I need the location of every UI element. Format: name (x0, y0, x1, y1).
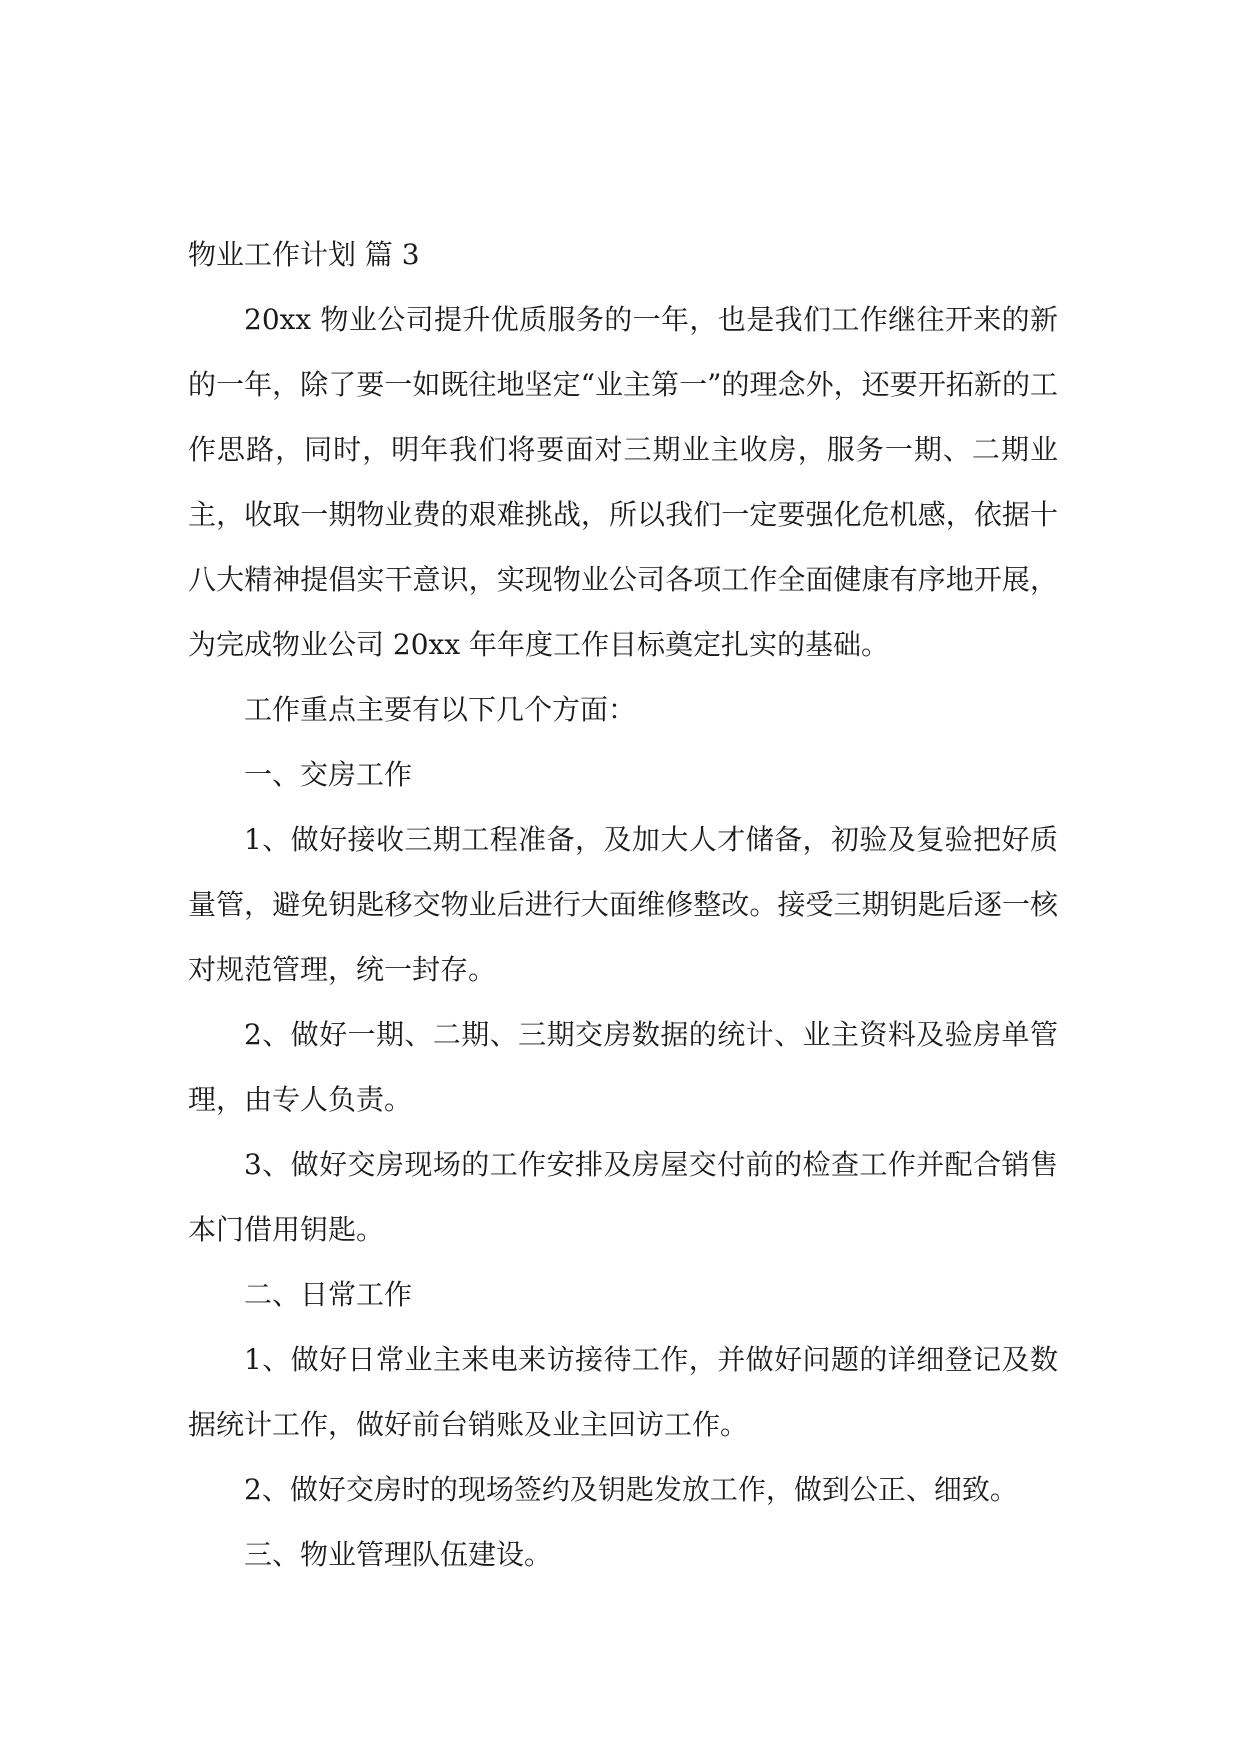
section-heading-handover: 一、交房工作 (244, 758, 413, 791)
handover-item-2: 2、做好一期、二期、三期交房数据的统计、业主资料及验房单管理，由专人负责。 (188, 1018, 1058, 1116)
document-title: 物业工作计划 篇 3 (188, 238, 420, 271)
handover-item-3: 3、做好交房现场的工作安排及房屋交付前的检查工作并配合销售本门借用钥匙。 (188, 1148, 1058, 1246)
document-body (188, 222, 1058, 1587)
section-heading-daily-work: 二、日常工作 (244, 1278, 413, 1311)
intro-paragraph: 20xx 物业公司提升优质服务的一年，也是我们工作继往开来的新的一年，除了要一如既往地坚定“业主第一”的理念外，还要开拓新的工作思路，同时，明年我们将要面对三期业主收房，服务一期、二期业主，收取一期物业费的艰难挑战，所以我们一定要强化危机感，依据十八大精神提倡实干意识，实现物业公司各项工作全面健康有序地开展，为完成物业公司 20xx 年年度工作目标奠定扎实的基础。 (188, 303, 1058, 661)
daily-work-item-1: 1、做好日常业主来电来访接待工作，并做好问题的详细登记及数据统计工作，做好前台销账及业主回访工作。 (188, 1343, 1058, 1441)
daily-work-item-2: 2、做好交房时的现场签约及钥匙发放工作，做到公正、细致。 (244, 1473, 1018, 1506)
section-heading-team-building: 三、物业管理队伍建设。 (244, 1538, 553, 1571)
handover-item-1: 1、做好接收三期工程准备，及加大人才储备，初验及复验把好质量管，避免钥匙移交物业后进行大面维修整改。接受三期钥匙后逐一核对规范管理，统一封存。 (188, 823, 1058, 986)
focus-intro-paragraph: 工作重点主要有以下几个方面： (244, 693, 637, 726)
